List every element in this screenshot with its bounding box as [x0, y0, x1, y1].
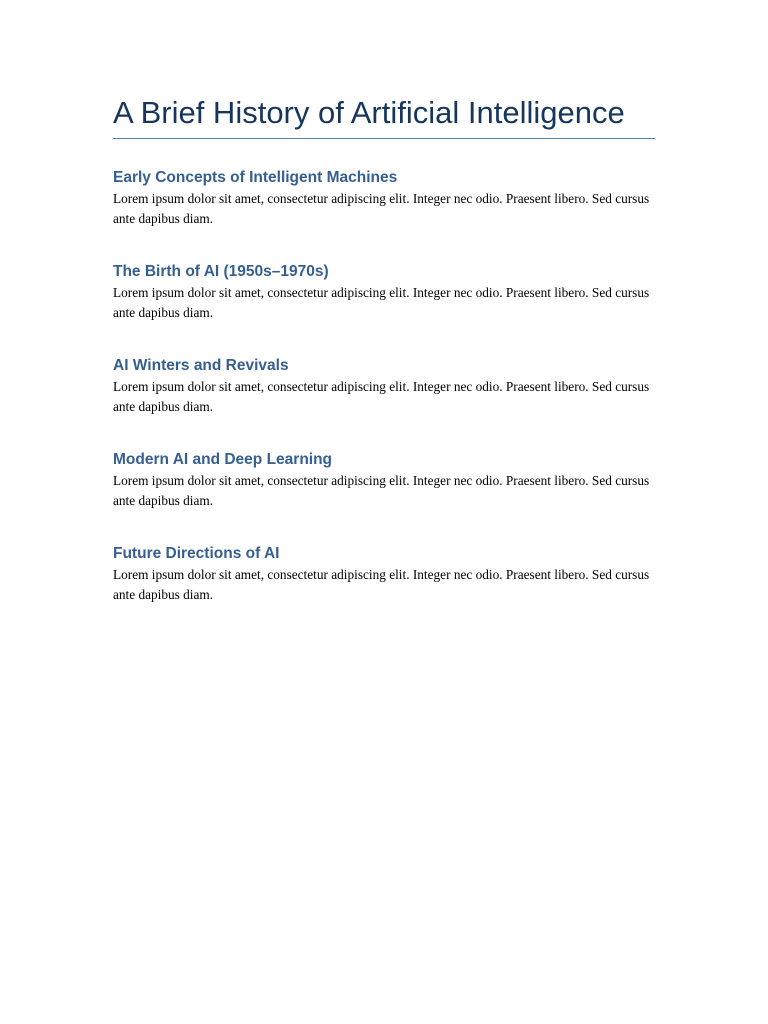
section-birth-of-ai: [113, 261, 655, 322]
section-future-directions: [113, 543, 655, 604]
document-title: A Brief History of Artificial Intelligence: [113, 93, 655, 139]
section-modern-ai: [113, 449, 655, 510]
section-heading: The Birth of AI (1950s–1970s): [113, 263, 329, 280]
section-heading: Early Concepts of Intelligent Machines: [113, 169, 398, 186]
section-early-concepts: [113, 167, 655, 228]
section-list: [113, 167, 655, 604]
section-body: Lorem ipsum dolor sit amet, consectetur adipiscing elit. Integer nec odio. Praesent libero. Sed cursus ante dapibus diam.: [113, 285, 650, 320]
section-body: Lorem ipsum dolor sit amet, consectetur adipiscing elit. Integer nec odio. Praesent libero. Sed cursus ante dapibus diam.: [113, 191, 650, 226]
section-body: Lorem ipsum dolor sit amet, consectetur adipiscing elit. Integer nec odio. Praesent libero. Sed cursus ante dapibus diam.: [113, 379, 650, 414]
section-body: Lorem ipsum dolor sit amet, consectetur adipiscing elit. Integer nec odio. Praesent libero. Sed cursus ante dapibus diam.: [113, 567, 650, 602]
section-heading: Future Directions of AI: [113, 545, 280, 562]
section-body: Lorem ipsum dolor sit amet, consectetur adipiscing elit. Integer nec odio. Praesent libero. Sed cursus ante dapibus diam.: [113, 473, 650, 508]
section-ai-winters: [113, 355, 655, 416]
document-content: [113, 93, 655, 637]
section-heading: Modern AI and Deep Learning: [113, 451, 333, 468]
section-heading: AI Winters and Revivals: [113, 357, 289, 374]
